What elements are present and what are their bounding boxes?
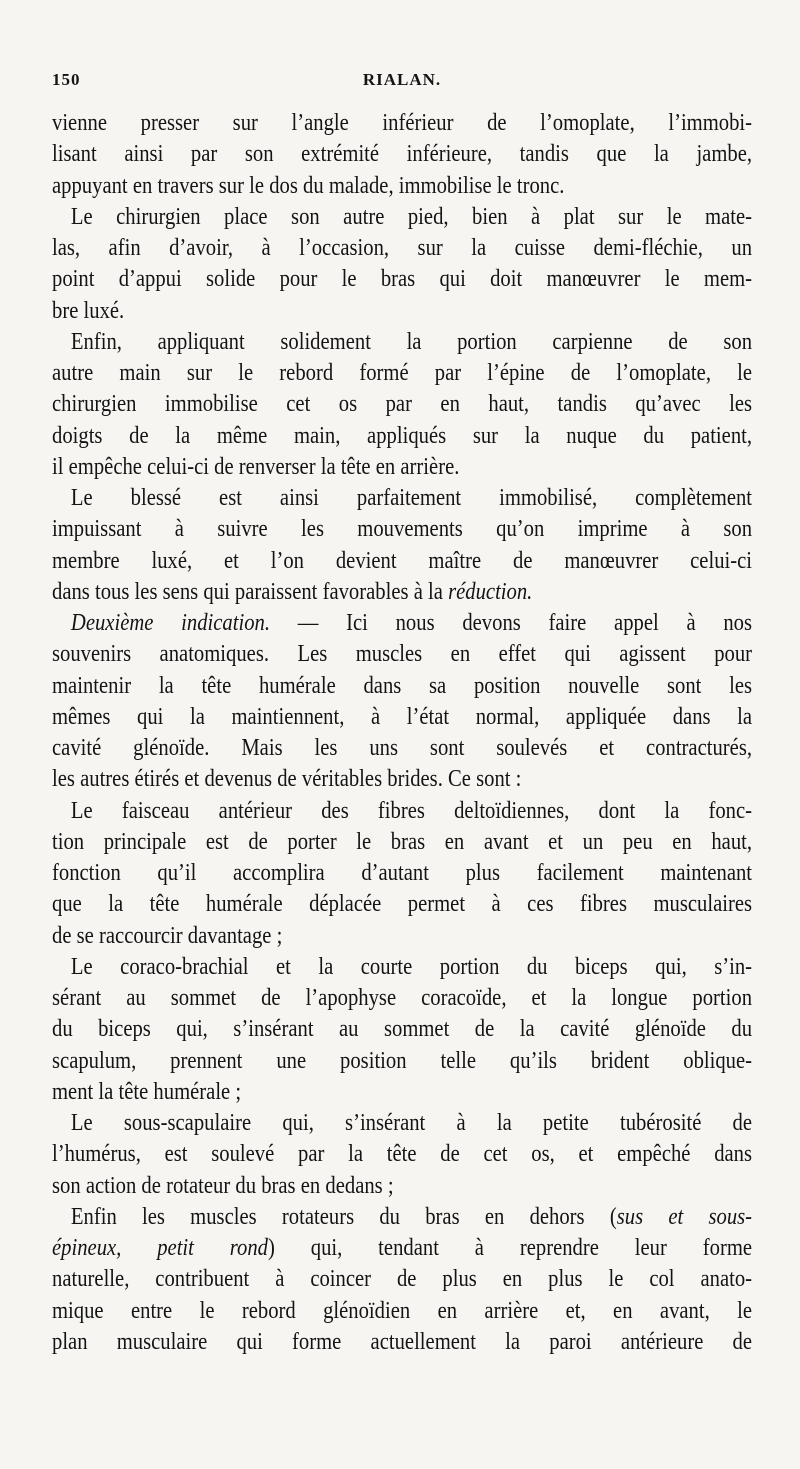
text-line: appuyant en travers sur le dos du malade, immobilise le tronc. xyxy=(52,172,565,199)
page-number: 150 xyxy=(52,70,81,89)
text-line: mique entre le rebord glénoïdien en arrière et, en avant, le xyxy=(52,1297,753,1324)
text-line: Le chirurgien place son autre pied, bien à plat sur le mate- xyxy=(70,203,753,230)
text-line xyxy=(52,608,752,639)
text-line xyxy=(52,577,752,608)
text-line: membre luxé, et l’on devient maître de manœuvrer celui-ci xyxy=(52,547,753,574)
text-line: de se raccourcir davantage ; xyxy=(52,922,283,949)
text-line: plan musculaire qui forme actuellement la paroi antérieure de xyxy=(52,1328,753,1355)
text-segment: dans tous les sens qui paraissent favorables à la xyxy=(52,578,449,605)
text-line: cavité glénoïde. Mais les uns sont soulevés et contracturés, xyxy=(52,735,753,761)
italic-term: épineux, petit rond xyxy=(52,1235,269,1261)
text-line: naturelle, contribuent à coincer de plus en plus le col anato- xyxy=(52,1266,753,1293)
text-line: ment la tête humérale ; xyxy=(52,1078,242,1105)
text-line: mêmes qui la maintiennent, à l’état normal, appliquée dans la xyxy=(52,703,753,730)
text-line: impuissant à suivre les mouvements qu’on imprime à son xyxy=(52,516,753,543)
text-line xyxy=(52,1202,752,1233)
text-line: souvenirs anatomiques. Les muscles en effet qui agissent pour xyxy=(52,641,753,668)
text-line: point d’appui solide pour le bras qui doit manœuvrer le mem- xyxy=(52,266,753,293)
text-line: sérant au sommet de l’apophyse coracoïde, et la longue portion xyxy=(52,985,753,1011)
text-line: maintenir la tête humérale dans sa position nouvelle sont les xyxy=(52,672,753,699)
text-line: vienne presser sur l’angle inférieur de l’omoplate, l’immobi- xyxy=(52,110,753,136)
text-line: autre main sur le rebord formé par l’épine de l’omoplate, le xyxy=(52,360,753,386)
text-line: son action de rotateur du bras en dedans ; xyxy=(52,1172,394,1199)
text-segment: ) qui, tendant à reprendre leur forme xyxy=(268,1235,753,1261)
body-text xyxy=(52,108,752,1358)
text-line: fonction qu’il accomplira d’autant plus facilement maintenant xyxy=(52,860,753,886)
italic-term: sus et sous- xyxy=(616,1203,753,1230)
section-heading: Deuxième indication. xyxy=(70,610,271,636)
text-line: du biceps qui, s’insérant au sommet de la cavité glénoïde du xyxy=(52,1016,753,1043)
running-title: RIALAN. xyxy=(362,70,442,89)
text-line xyxy=(52,1233,752,1264)
text-line: il empêche celui-ci de renverser la tête en arrière. xyxy=(52,453,460,480)
text-segment: Enfin les muscles rotateurs du bras en dehors ( xyxy=(70,1203,617,1230)
text-line: Le blessé est ainsi parfaitement immobilisé, complètement xyxy=(70,485,753,511)
text-line: las, afin d’avoir, à l’occasion, sur la cuisse demi-fléchie, un xyxy=(52,235,753,261)
text-line: les autres étirés et devenus de véritables brides. Ce sont : xyxy=(52,766,522,793)
text-line: Le sous-scapulaire qui, s’insérant à la petite tubérosité de xyxy=(70,1110,753,1136)
text-line: tion principale est de porter le bras en avant et un peu en haut, xyxy=(52,828,753,855)
text-line: lisant ainsi par son extrémité inférieure, tandis que la jambe, xyxy=(52,141,753,168)
text-line: chirurgien immobilise cet os par en haut, tandis qu’avec les xyxy=(52,391,753,418)
text-segment: — Ici nous devons faire appel à nos xyxy=(270,610,753,636)
text-line: scapulum, prennent une position telle qu’ils brident oblique- xyxy=(52,1047,753,1074)
text-line: Le faisceau antérieur des fibres deltoïdiennes, dont la fonc- xyxy=(70,797,753,824)
text-line: que la tête humérale déplacée permet à ces fibres musculaires xyxy=(52,891,753,918)
page-header xyxy=(52,70,752,100)
italic-term: réduction. xyxy=(448,578,533,605)
book-page xyxy=(52,70,752,1358)
text-line: doigts de la même main, appliqués sur la nuque du patient, xyxy=(52,422,753,449)
text-line: Le coraco-brachial et la courte portion du biceps qui, s’in- xyxy=(70,953,753,980)
text-line: l’humérus, est soulevé par la tête de cet os, et empêché dans xyxy=(52,1141,753,1168)
text-line: Enfin, appliquant solidement la portion carpienne de son xyxy=(70,328,753,355)
text-line: bre luxé. xyxy=(52,297,125,324)
